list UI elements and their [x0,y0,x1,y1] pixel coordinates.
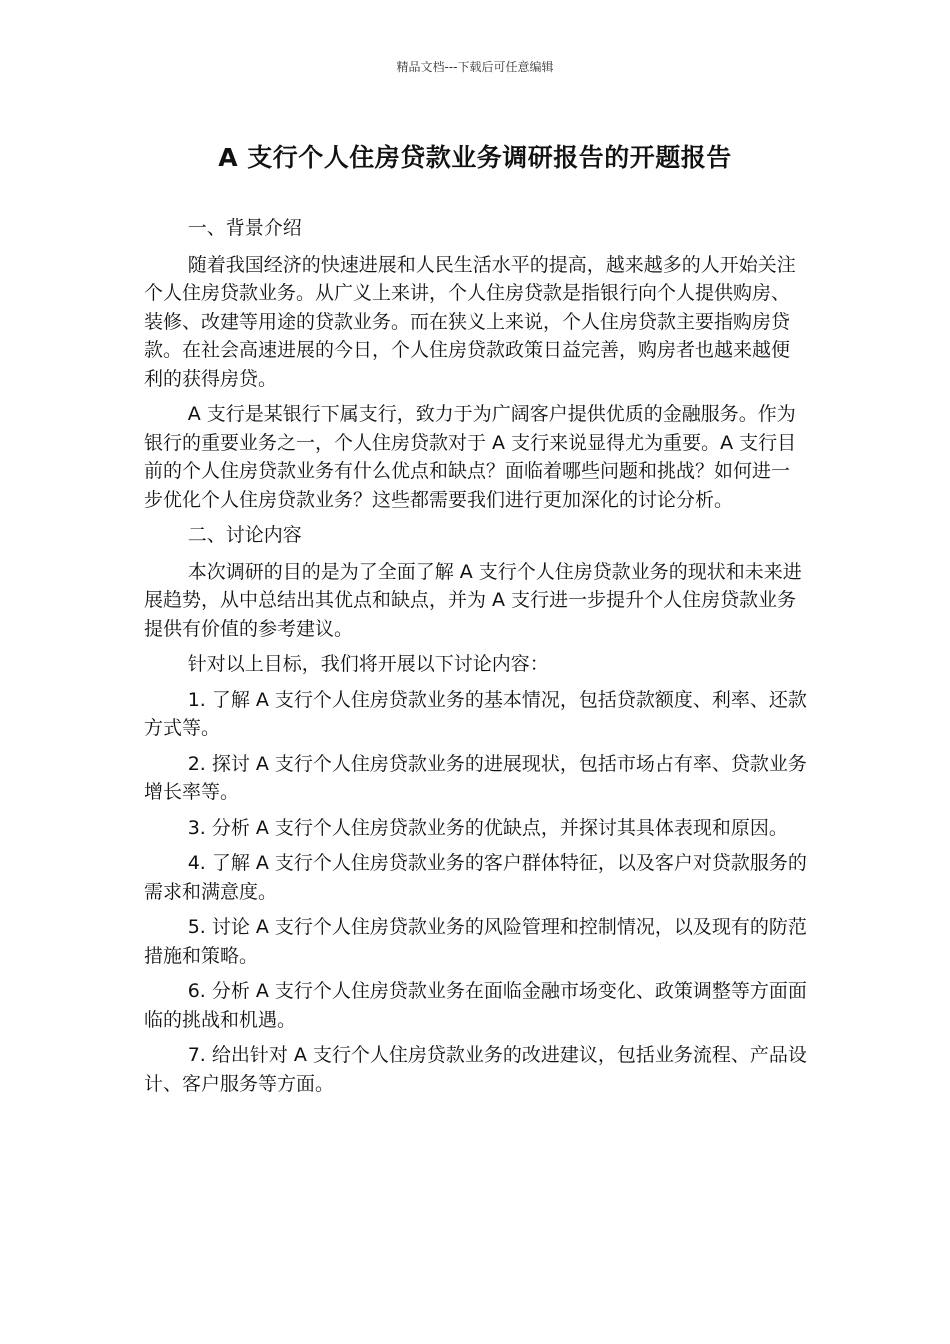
section-heading-background: 一、背景介绍 [187,217,302,239]
document-body [144,214,808,1105]
list-item: 2. 探讨 A 支行个人住房贷款业务的进展现状，包括市场占有率、贷款业务增长率等。 [144,752,807,803]
list-item: 1. 了解 A 支行个人住房贷款业务的基本情况，包括贷款额度、利率、还款方式等。 [144,688,807,739]
paragraph: 随着我国经济的快速进展和人民生活水平的提高，越来越多的人开始关注个人住房贷款业务。从广义上来讲，个人住房贷款是指银行向个人提供购房、装修、改建等用途的贷款业务。而在狭义上来说，个人住房贷款主要指购房贷款。在社会高速进展的今日，个人住房贷款政策日益完善，购房者也越来越便利的获得房贷。 [144,253,796,390]
list-item: 5. 讨论 A 支行个人住房贷款业务的风险管理和控制情况，以及现有的防范措施和策略。 [144,916,807,967]
list-item: 7. 给出针对 A 支行个人住房贷款业务的改进建议，包括业务流程、产品设计、客户服务等方面。 [144,1044,807,1095]
list-item: 4. 了解 A 支行个人住房贷款业务的客户群体特征，以及客户对贷款服务的需求和满意度。 [144,852,807,903]
section-heading-content: 二、讨论内容 [187,524,302,546]
paragraph: 针对以上目标，我们将开展以下讨论内容： [187,653,549,675]
paragraph: 本次调研的目的是为了全面了解 A 支行个人住房贷款业务的现状和未来进展趋势，从中总结出其优点和缺点，并为 A 支行进一步提升个人住房贷款业务提供有价值的参考建议。 [144,560,802,640]
paragraph: A 支行是某银行下属支行，致力于为广阔客户提供优质的金融服务。作为银行的重要业务之一，个人住房贷款对于 A 支行来说显得尤为重要。A 支行目前的个人住房贷款业务有什么优点和缺点？面临着哪些问题和挑战？如何进一步优化个人住房贷款业务？这些都需要我们进行更加深化的讨论分析。 [144,403,797,511]
page-header-note: 精品文档---下载后可任意编辑 [396,60,554,74]
list-item: 3. 分析 A 支行个人住房贷款业务的优缺点，并探讨其具体表现和原因。 [187,816,788,839]
list-item: 6. 分析 A 支行个人住房贷款业务在面临金融市场变化、政策调整等方面面临的挑战和机遇。 [144,980,807,1031]
document-title: A 支行个人住房贷款业务调研报告的开题报告 [218,143,732,172]
